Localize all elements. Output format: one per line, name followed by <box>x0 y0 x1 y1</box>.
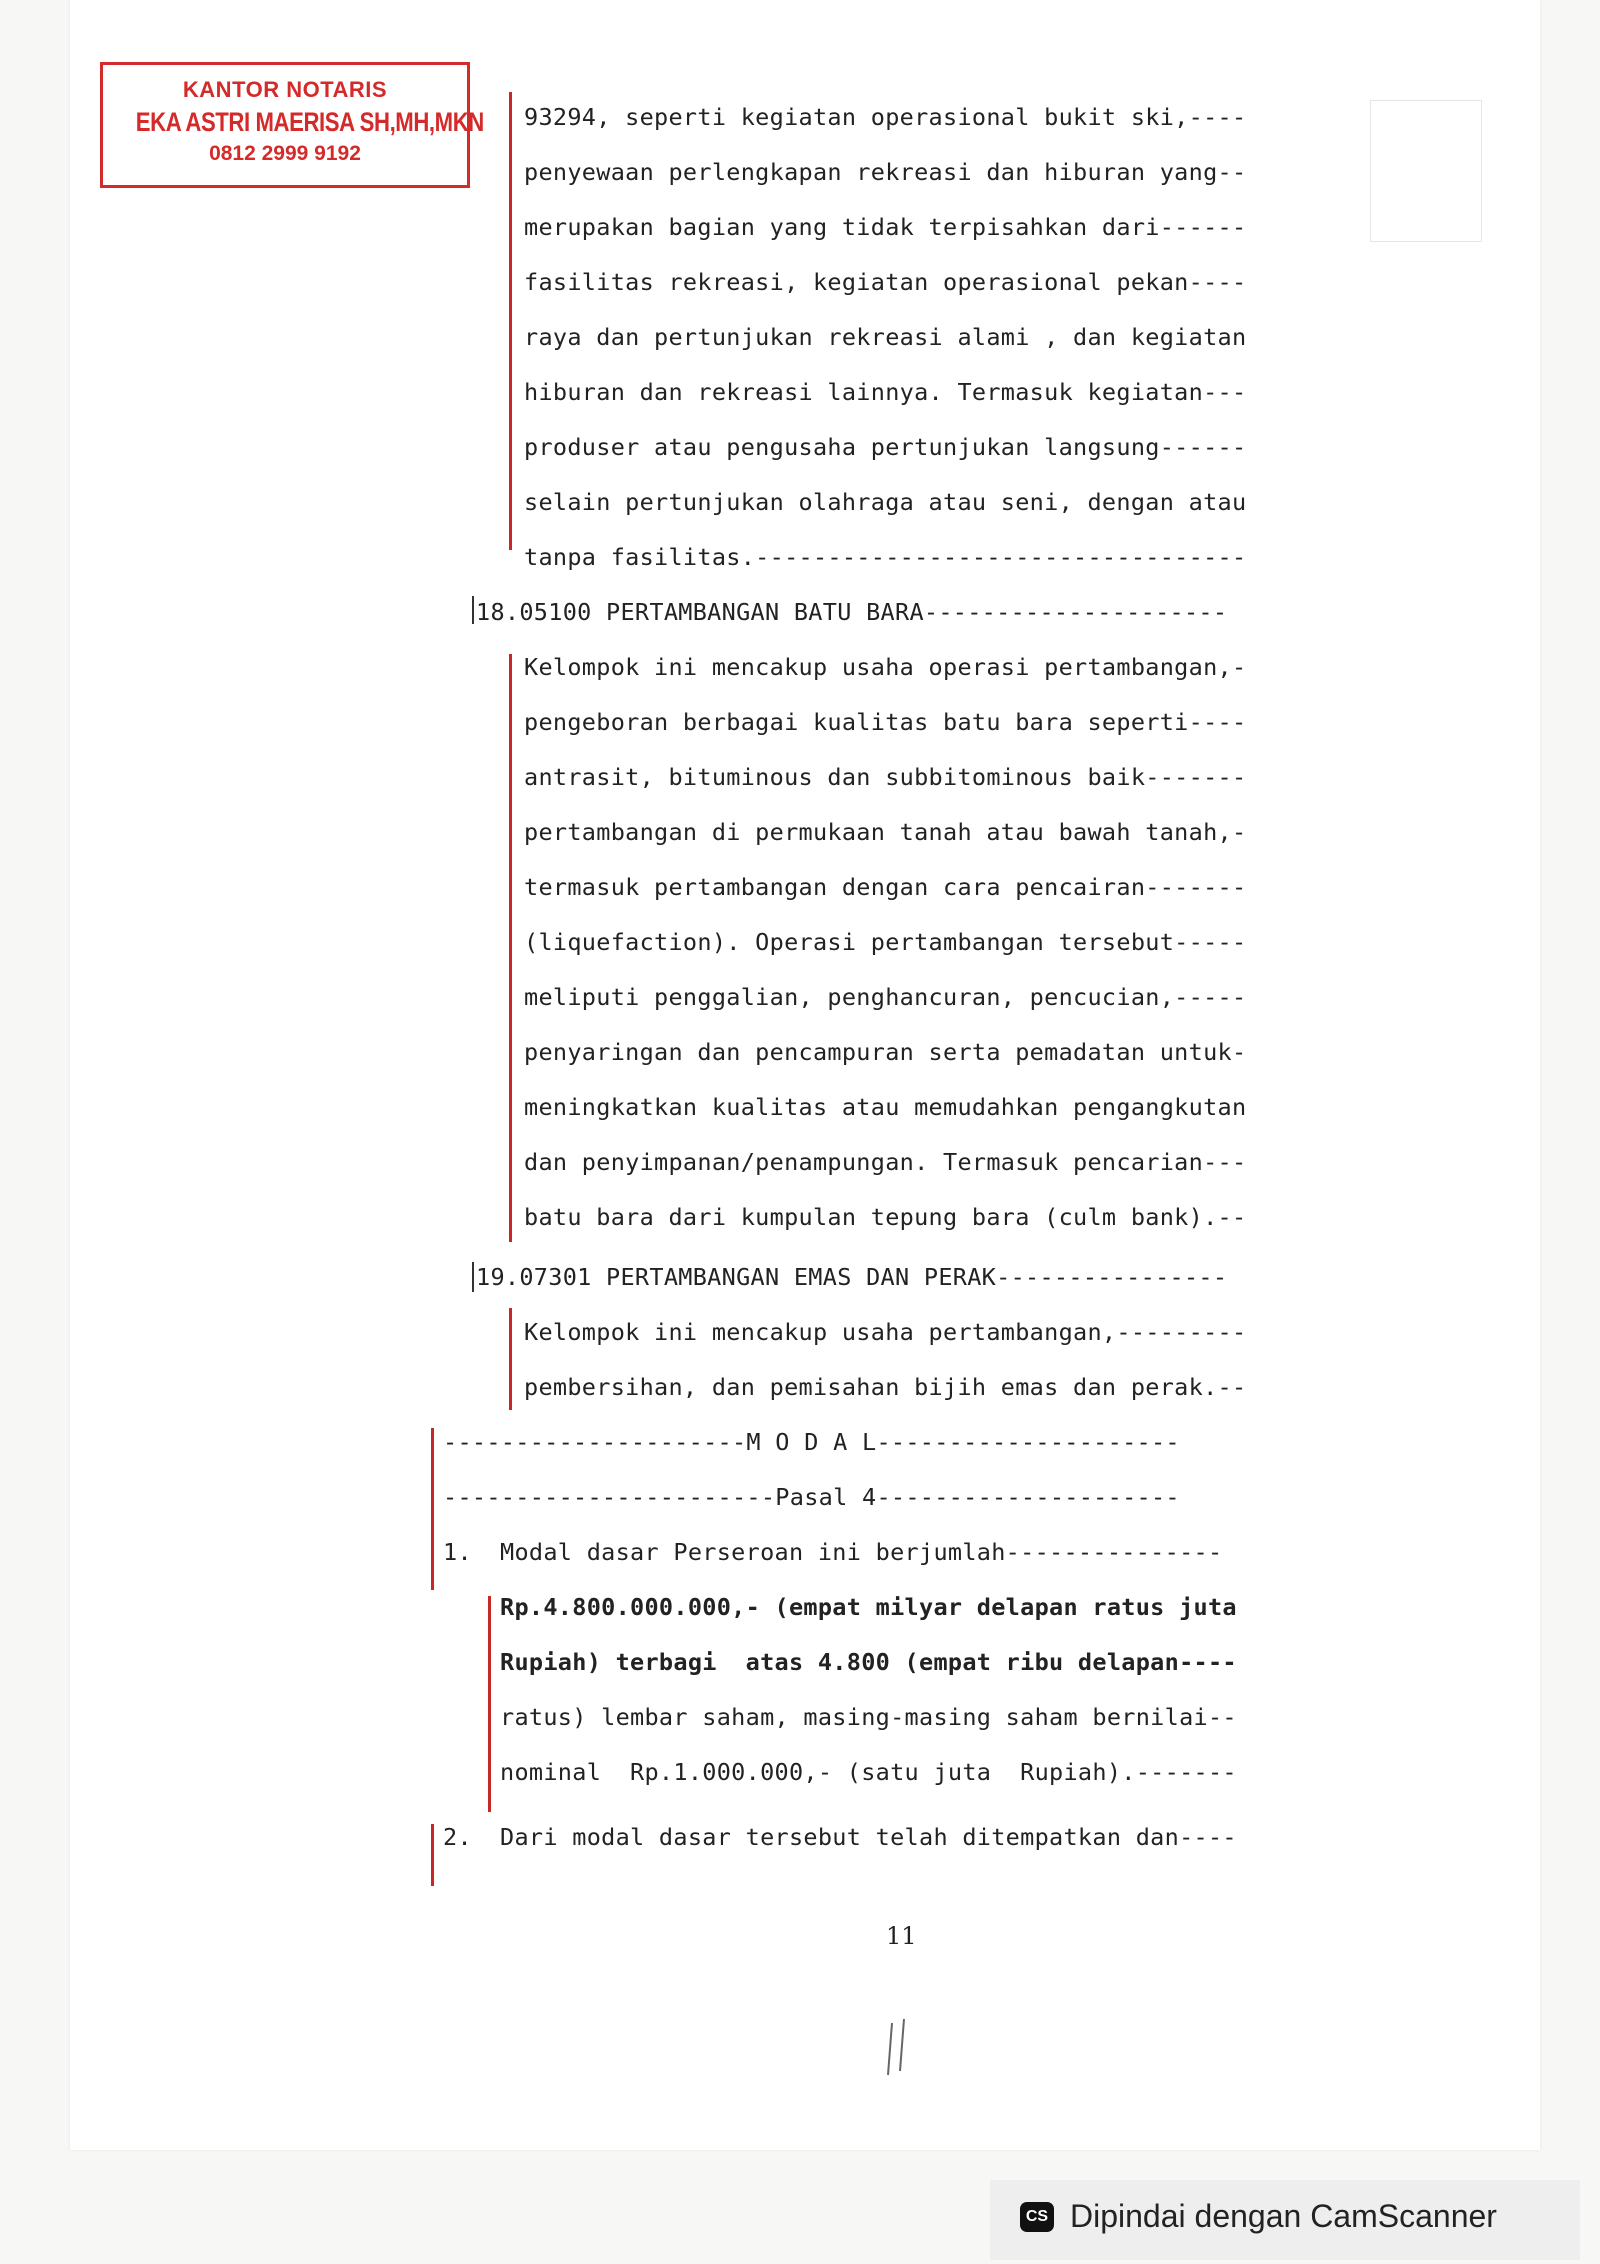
text-line: dan penyimpanan/penampungan. Termasuk pencarian--- <box>524 1148 1247 1176</box>
list-number: 2. <box>443 1823 472 1851</box>
text-line: pengeboran berbagai kualitas batu bara seperti---- <box>524 708 1247 736</box>
text-line: produser atau pengusaha pertunjukan langsung------ <box>524 433 1247 461</box>
text-line: (liquefaction). Operasi pertambangan tersebut----- <box>524 928 1247 956</box>
section-heading: 19.07301 PERTAMBANGAN EMAS DAN PERAK---------------- <box>476 1263 1228 1291</box>
text-line: raya dan pertunjukan rekreasi alami , dan kegiatan <box>524 323 1247 351</box>
margin-bar <box>472 596 474 624</box>
stamp-phone: 0812 2999 9192 <box>209 142 361 165</box>
text-line: Rp.4.800.000.000,- (empat milyar delapan ratus juta <box>500 1593 1237 1621</box>
margin-bar <box>431 1824 434 1886</box>
text-line: nominal Rp.1.000.000,- (satu juta Rupiah).------- <box>500 1758 1237 1786</box>
watermark-text: Dipindai dengan CamScanner <box>1070 2198 1497 2234</box>
section-heading: 18.05100 PERTAMBANGAN BATU BARA--------------------- <box>476 598 1228 626</box>
text-line: hiburan dan rekreasi lainnya. Termasuk kegiatan--- <box>524 378 1247 406</box>
text-line: 93294, seperti kegiatan operasional bukit ski,---- <box>524 103 1247 131</box>
notary-stamp <box>100 62 484 188</box>
text-line: termasuk pertambangan dengan cara pencairan------- <box>524 873 1247 901</box>
margin-bar <box>509 654 512 1242</box>
text-line: pembersihan, dan pemisahan bijih emas dan perak.-- <box>524 1373 1247 1401</box>
text-line: Kelompok ini mencakup usaha operasi pertambangan,- <box>524 653 1247 681</box>
margin-bar <box>488 1596 491 1812</box>
list-number: 1. <box>443 1538 472 1566</box>
stamp-name: EKA ASTRI MAERISA SH,MH,MKN <box>135 107 484 137</box>
scanner-watermark <box>990 2180 1580 2260</box>
margin-bar <box>472 1262 474 1292</box>
text-line: meningkatkan kualitas atau memudahkan pengangkutan <box>524 1093 1247 1121</box>
text-line: Kelompok ini mencakup usaha pertambangan,--------- <box>524 1318 1247 1346</box>
chapter-heading: ---------------------M O D A L--------------------- <box>443 1428 1180 1456</box>
text-line: merupakan bagian yang tidak terpisahkan dari------ <box>524 213 1247 241</box>
text-line: meliputi penggalian, penghancuran, pencucian,----- <box>524 983 1247 1011</box>
text-line: Modal dasar Perseroan ini berjumlah--------------- <box>500 1538 1223 1566</box>
camscanner-logo: CS <box>1020 2202 1054 2232</box>
margin-bar <box>509 1308 512 1410</box>
text-line: Dari modal dasar tersebut telah ditempatkan dan---- <box>500 1823 1237 1851</box>
article-heading: -----------------------Pasal 4--------------------- <box>443 1483 1180 1511</box>
text-line: tanpa fasilitas.---------------------------------- <box>524 543 1247 571</box>
text-line: fasilitas rekreasi, kegiatan operasional pekan---- <box>524 268 1247 296</box>
stamp-title: KANTOR NOTARIS <box>182 77 388 102</box>
faded-stamp-mark <box>1370 100 1482 242</box>
page-number: 11 <box>886 1922 917 1950</box>
margin-bar <box>431 1428 434 1590</box>
text-line: ratus) lembar saham, masing-masing saham bernilai-- <box>500 1703 1237 1731</box>
text-line: pertambangan di permukaan tanah atau bawah tanah,- <box>524 818 1247 846</box>
text-line: selain pertunjukan olahraga atau seni, dengan atau <box>524 488 1247 516</box>
text-line: antrasit, bituminous dan subbitominous baik------- <box>524 763 1247 791</box>
text-line: penyaringan dan pencampuran serta pemadatan untuk- <box>524 1038 1247 1066</box>
text-line: batu bara dari kumpulan tepung bara (culm bank).-- <box>524 1203 1247 1231</box>
text-line: Rupiah) terbagi atas 4.800 (empat ribu delapan---- <box>500 1648 1237 1676</box>
initial-mark <box>880 2015 920 2085</box>
margin-bar <box>509 92 512 550</box>
text-line: penyewaan perlengkapan rekreasi dan hiburan yang-- <box>524 158 1247 186</box>
